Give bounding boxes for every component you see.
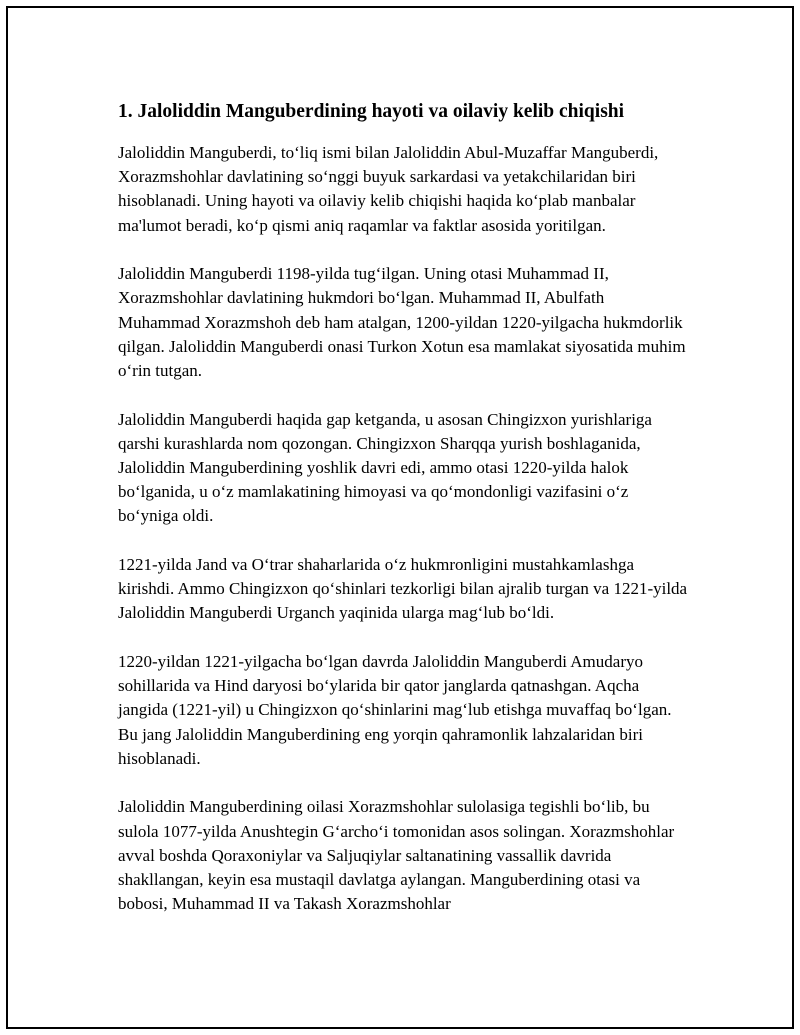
paragraph-6: Jaloliddin Manguberdining oilasi Xorazmshohlar sulolasiga tegishli bo‘lib, bu sulola 1077-yilda Anushtegin G‘archo‘i tomonidan asos solingan. Xorazmshohlar avval boshda Qoraxoniylar va Saljuqiylar saltanatining vassallik davrida shakllangan, keyin esa mustaqil davlatga aylangan. Manguberdining otasi va bobosi, Muhammad II va Takash Xorazmshohlar [118,797,675,914]
paragraph-3: Jaloliddin Manguberdi haqida gap ketganda, u asosan Chingizxon yurishlariga qarshi kurashlarda nom qozongan. Chingizxon Sharqqa yurish boshlaganida, Jaloliddin Manguberdining yoshlik davri edi, ammo otasi 1220-yilda halok bo‘lganida, u o‘z mamlakatining himoyasi va qo‘mondonligi vazifasini o‘z bo‘yniga oldi. [118,409,652,526]
paragraph-4: 1221-yilda Jand va O‘trar shaharlarida o‘z hukmronligini mustahkamlashga kirishdi. Ammo Chingizxon qo‘shinlari tezkorligi bilan ajralib turgan va 1221-yilda Jaloliddin Manguberdi Urganch yaqinida ularga mag‘lub bo‘ldi. [118,555,688,623]
document-title: 1. Jaloliddin Manguberdining hayoti va oilaviy kelib chiqishi [118,101,625,122]
paragraph-1: Jaloliddin Manguberdi, to‘liq ismi bilan Jaloliddin Abul-Muzaffar Manguberdi, Xorazmshohlar davlatining so‘nggi buyuk sarkardasi va yetakchilaridan biri hisoblanadi. Uning hayoti va oilaviy kelib chiqishi haqida ko‘plab manbalar ma'lumot beradi, ko‘p qismi aniq raqamlar va faktlar asosida yoritilgan. [118,143,659,235]
paragraph-5: 1220-yildan 1221-yilgacha bo‘lgan davrda Jaloliddin Manguberdi Amudaryo sohillarida va Hind daryosi bo‘ylarida bir qator janglarda qatnashgan. Aqcha jangida (1221-yil) u Chingizxon qo‘shinlarini mag‘lub etishga muvaffaq bo‘lgan. Bu jang Jaloliddin Manguberdining eng yorqin qahramonlik lahzalaridan biri hisoblanadi. [118,652,672,768]
document-body [118,100,688,941]
page-frame [6,6,794,1029]
paragraph-2: Jaloliddin Manguberdi 1198-yilda tug‘ilgan. Uning otasi Muhammad II, Xorazmshohlar davlatining hukmdori bo‘lgan. Muhammad II, Abulfath Muhammad Xorazmshoh deb ham atalgan, 1200-yildan 1220-yilgacha hukmdorlik qilgan. Jaloliddin Manguberdi onasi Turkon Xotun esa mamlakat siyosatida muhim o‘rin tutgan. [118,264,686,381]
